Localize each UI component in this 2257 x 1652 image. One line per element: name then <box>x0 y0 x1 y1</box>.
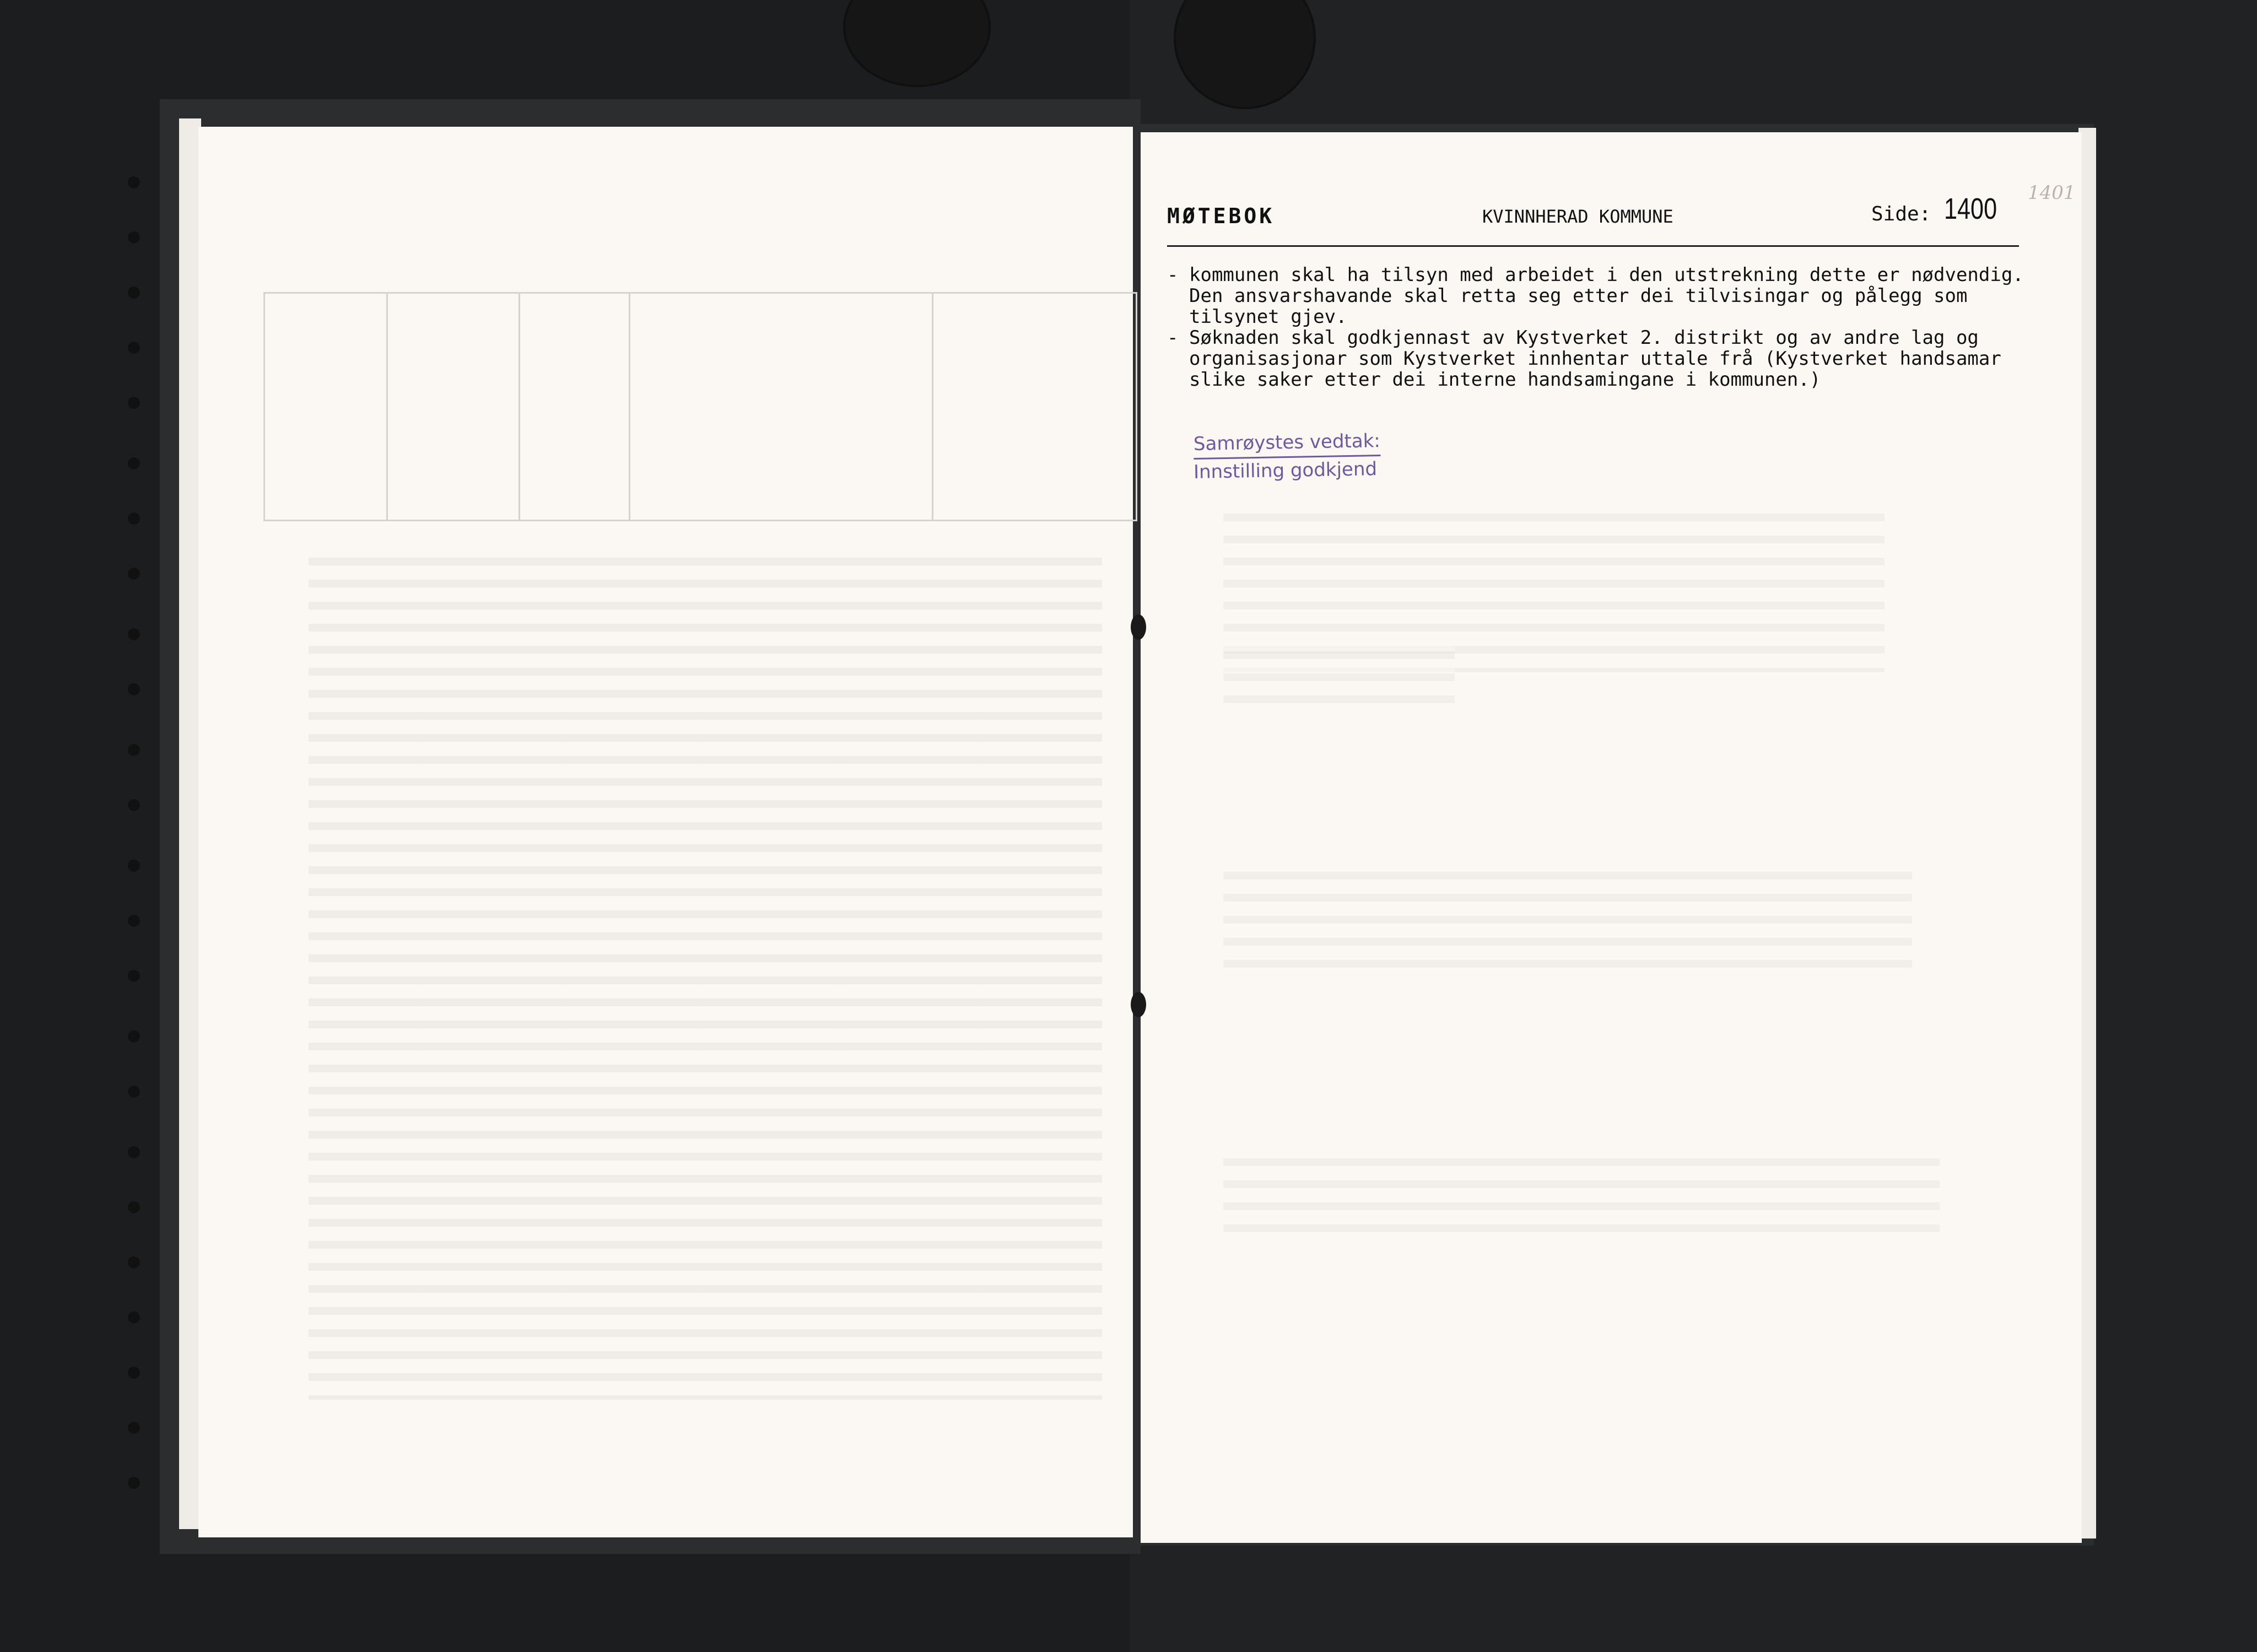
kommune-name: KVINNHERAD KOMMUNE <box>1482 206 1673 227</box>
condition-item: - Søknaden skal godkjennast av Kystverket 2. distrikt og av andre lag og organisasjonar som Kystverket innhentar uttale frå (Kystverket handsamar slike saker etter dei interne handsamingane i kommunen.) <box>1167 327 2027 390</box>
condition-item: - kommunen skal ha tilsyn med arbeidet i den utstrekning dette er nødvendig. Den ansvarshavande skal retta seg etter dei tilvisingar og pålegg som tilsynet gjev. <box>1167 264 2027 327</box>
document-title: MØTEBOK <box>1167 204 1275 228</box>
handwritten-page-number: 1401 <box>2028 182 2076 204</box>
decision-stamp <box>1194 430 1380 483</box>
condition-text: kommunen skal ha tilsyn med arbeidet i den utstrekning dette er nødvendig. Den ansvarshavande skal retta seg etter dei tilvisingar og pålegg som tilsynet gjev. <box>1189 264 2024 328</box>
conditions-list <box>1167 264 2027 390</box>
header-rule <box>1167 245 2019 247</box>
stamp-line-innstilling: Innstilling godkjend <box>1193 458 1378 483</box>
page-number: 1400 <box>1944 192 1997 225</box>
page-label: Side: <box>1871 203 1931 225</box>
spine-clip-upper <box>1131 614 1146 640</box>
page-stack-left <box>179 118 201 1529</box>
condition-text: Søknaden skal godkjennast av Kystverket 2. distrikt og av andre lag og organisasjonar som Kystverket innhentar uttale frå (Kystverket handsamar slike saker etter dei interne handsamingane i kommunen.) <box>1189 327 2001 391</box>
ghost-table <box>263 292 1137 521</box>
spine-clip-lower <box>1131 992 1146 1017</box>
stamp-line-vedtak: Samrøystes vedtak: <box>1194 428 1381 460</box>
